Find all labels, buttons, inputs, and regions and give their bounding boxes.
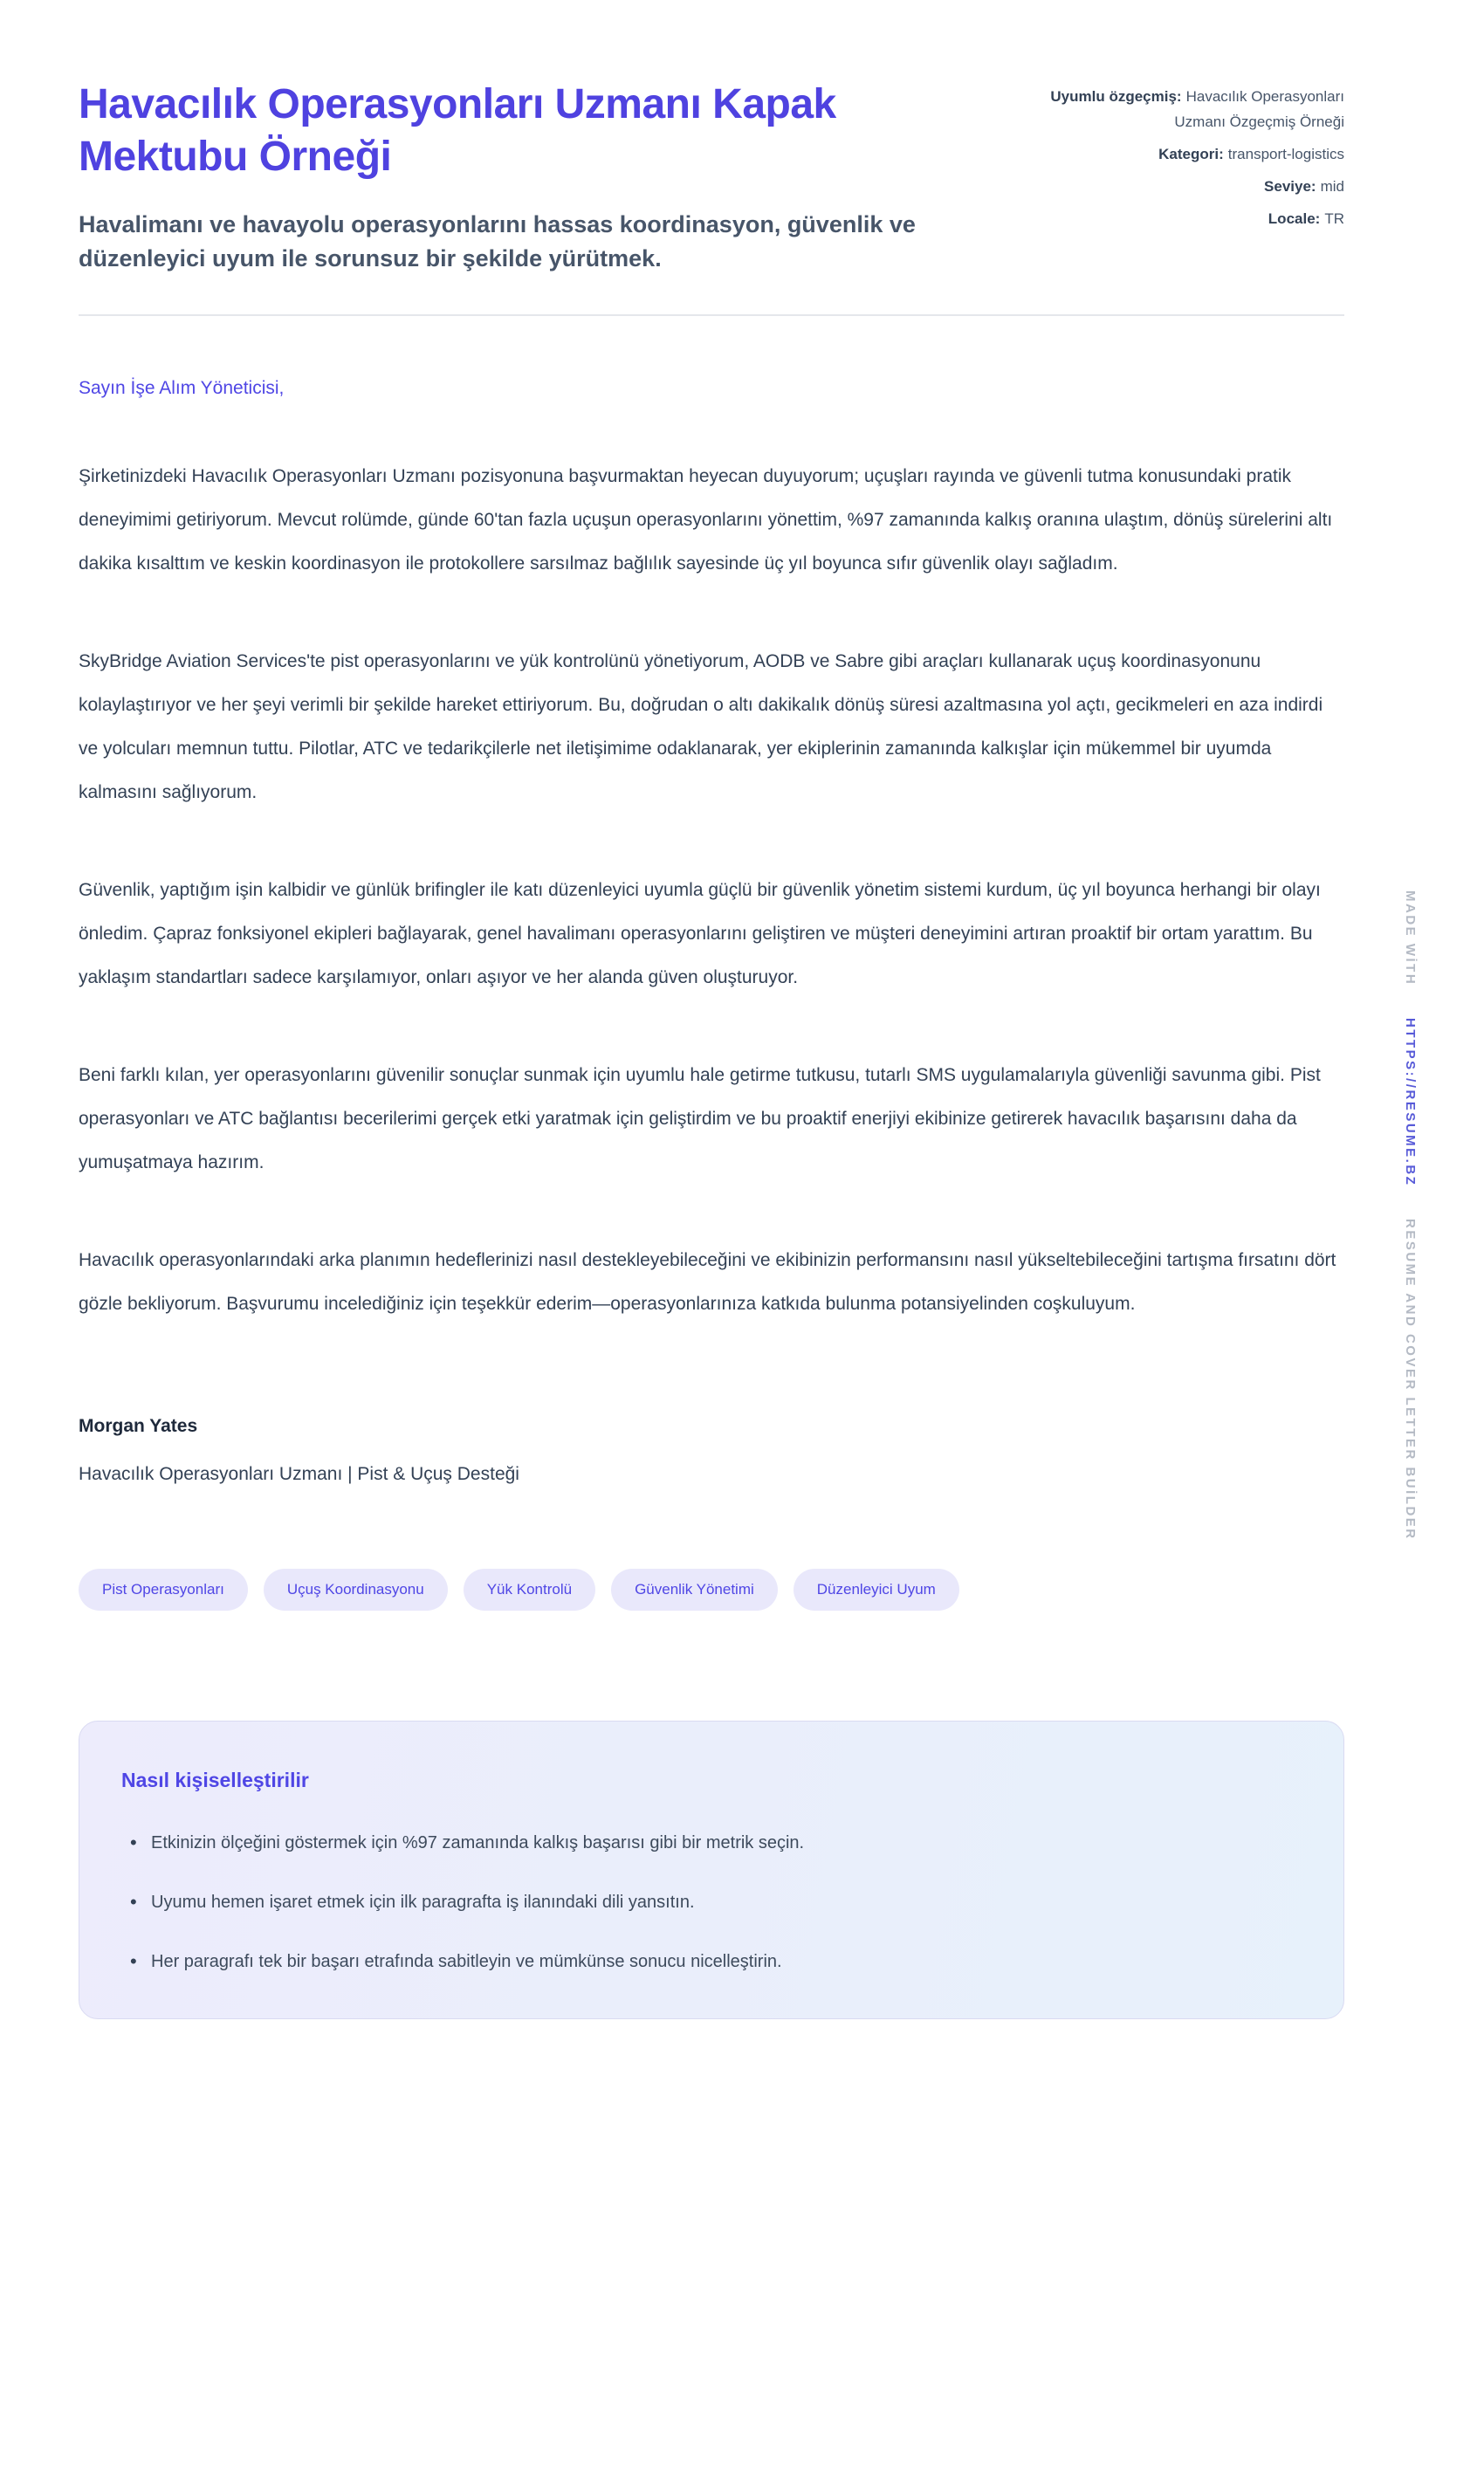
- letter-paragraph-2: SkyBridge Aviation Services'te pist operasyonlarını ve yük kontrolünü yönetiyorum, AODB ve Sabre gibi araçları kullanarak uçuş koordinasyonunu kolaylaştırıyor ve her şeyi verimli bir şekilde hareket ettiriyorum. Bu, doğrudan o altı dakikalık dönüş süresi azaltmasına yol açtı, gecikmeleri en aza indirdi ve yolcuları memnun tuttu. Pilotlar, ATC ve tedarikçilerle net iletişimime odaklanarak, yer ekiplerinin zamanında kalkışlar için mükemmel bir uyumda kalmasını sağlıyorum.: [79, 651, 1323, 802]
- meta-row-level: [1004, 174, 1344, 199]
- meta-label: Seviye:: [1264, 178, 1316, 195]
- skill-tag-runway-operations: Pist Operasyonları: [79, 1569, 248, 1611]
- tip-item-3: • Her paragrafı tek bir başarı etrafında sabitleyin ve mümkünse sonucu nicelleştirin.: [121, 1948, 1302, 1975]
- tips-title: Nasıl kişiselleştirilir: [121, 1769, 309, 1791]
- meta-value: transport-logistics: [1227, 146, 1344, 162]
- tip-item-2: • Uyumu hemen işaret etmek için ilk paragrafta iş ilanındaki dili yansıtın.: [121, 1889, 1302, 1915]
- letter-paragraph-4: Beni farklı kılan, yer operasyonlarını güvenilir sonuçlar sunmak için uyumlu hale getirme tutkusu, tutarlı SMS uygulamalarıyla güvenliği savunma gibi. Pist operasyonları ve ATC bağlantısı becerilerimi gerçek etki yaratmak için geliştirdim ve bu proaktif enerjiyi ekibinize getirerek havacılık başarısını daha da yumuşatmaya hazırım.: [79, 1065, 1321, 1172]
- page-header: [79, 79, 1344, 276]
- site-watermark: [1403, 890, 1418, 1540]
- signature-role: Havacılık Operasyonları Uzmanı | Pist & Uçuş Desteği: [79, 1464, 519, 1484]
- meta-label: Kategori:: [1158, 146, 1224, 162]
- letter-paragraph-3: Güvenlik, yaptığım işin kalbidir ve günlük brifingler ile katı düzenleyici uyumla güçlü bir güvenlik yönetim sistemi kurdum, üç yıl boyunca herhangi bir olayı önledim. Çapraz fonksiyonel ekipleri bağlayarak, genel havalimanı operasyonlarını geliştiren ve müşteri deneyimini artıran proaktif bir ortam yarattım. Bu yaklaşım standartları sadece karşılamıyor, onları aşıyor ve her alanda güven oluşturuyor.: [79, 880, 1321, 987]
- letter-paragraph-1: Şirketinizdeki Havacılık Operasyonları Uzmanı pozisyonuna başvurmaktan heyecan duyuyorum; uçuşları rayında ve güvenli tutma konusundaki pratik deneyimimi getiriyorum. Mevcut rolümde, günde 60'tan fazla uçuşun operasyonlarını yönettim, %97 zamanında kalkış oranına ulaştım, dönüş sürelerini altı dakika kısalttım ve keskin koordinasyon ile protokollere sarsılmaz bağlılık sayesinde üç yıl boyunca sıfır güvenlik olayı sağladım.: [79, 466, 1333, 574]
- meta-label: Locale:: [1268, 210, 1321, 227]
- title-block: [79, 79, 962, 276]
- skill-tag-load-control: Yük Kontrolü: [464, 1569, 595, 1611]
- watermark-suffix: RESUME AND COVER LETTER BUİLDER: [1403, 1218, 1418, 1541]
- meta-panel: [1004, 79, 1344, 238]
- meta-row-locale: [1004, 206, 1344, 231]
- meta-label: Uyumlu özgeçmiş:: [1050, 88, 1182, 105]
- meta-row-compatible-resume: [1004, 84, 1344, 134]
- skill-tag-flight-coordination: Uçuş Koordinasyonu: [264, 1569, 448, 1611]
- signature-name: Morgan Yates: [79, 1416, 198, 1436]
- letter-greeting: Sayın İşe Alım Yöneticisi,: [79, 378, 285, 398]
- meta-row-category: [1004, 141, 1344, 167]
- skill-tag-safety-management: Güvenlik Yönetimi: [611, 1569, 778, 1611]
- content-column: [0, 79, 1484, 2019]
- skill-tag-regulatory-compliance: Düzenleyici Uyum: [794, 1569, 959, 1611]
- page-title: Havacılık Operasyonları Uzmanı Kapak Mektubu Örneği: [79, 81, 836, 180]
- tip-item-1: • Etkinizin ölçeğini göstermek için %97 zamanında kalkış başarısı gibi bir metrik seçin.: [121, 1830, 1302, 1856]
- meta-value: mid: [1320, 178, 1344, 195]
- letter-paragraph-5: Havacılık operasyonlarındaki arka planımın hedeflerinizi nasıl destekleyebileceğini ve ekibinizin performansını nasıl yükseltebileceğini tartışma fırsatını dört gözle bekliyorum. Başvurumu incelediğiniz için teşekkür ederim—operasyonlarınıza katkıda bulunma potansiyelinden coşkuluyum.: [79, 1250, 1336, 1314]
- meta-value: Havacılık Operasyonları Uzmanı Özgeçmiş Örneği: [1174, 88, 1344, 130]
- personalization-tips-card: [79, 1721, 1344, 2019]
- watermark-site-link[interactable]: HTTPS://RESUME.BZ: [1403, 1017, 1418, 1187]
- page-subtitle: Havalimanı ve havayolu operasyonlarını hassas koordinasyon, güvenlik ve düzenleyici uyum ile sorunsuz bir şekilde yürütmek.: [79, 211, 916, 271]
- meta-value: TR: [1324, 210, 1344, 227]
- header-divider: [79, 314, 1344, 316]
- tips-list: [121, 1830, 1302, 1975]
- watermark-prefix: MADE WİTH: [1403, 890, 1418, 986]
- cover-letter-body: [79, 375, 1344, 1487]
- skill-tag-list: [79, 1569, 1344, 1611]
